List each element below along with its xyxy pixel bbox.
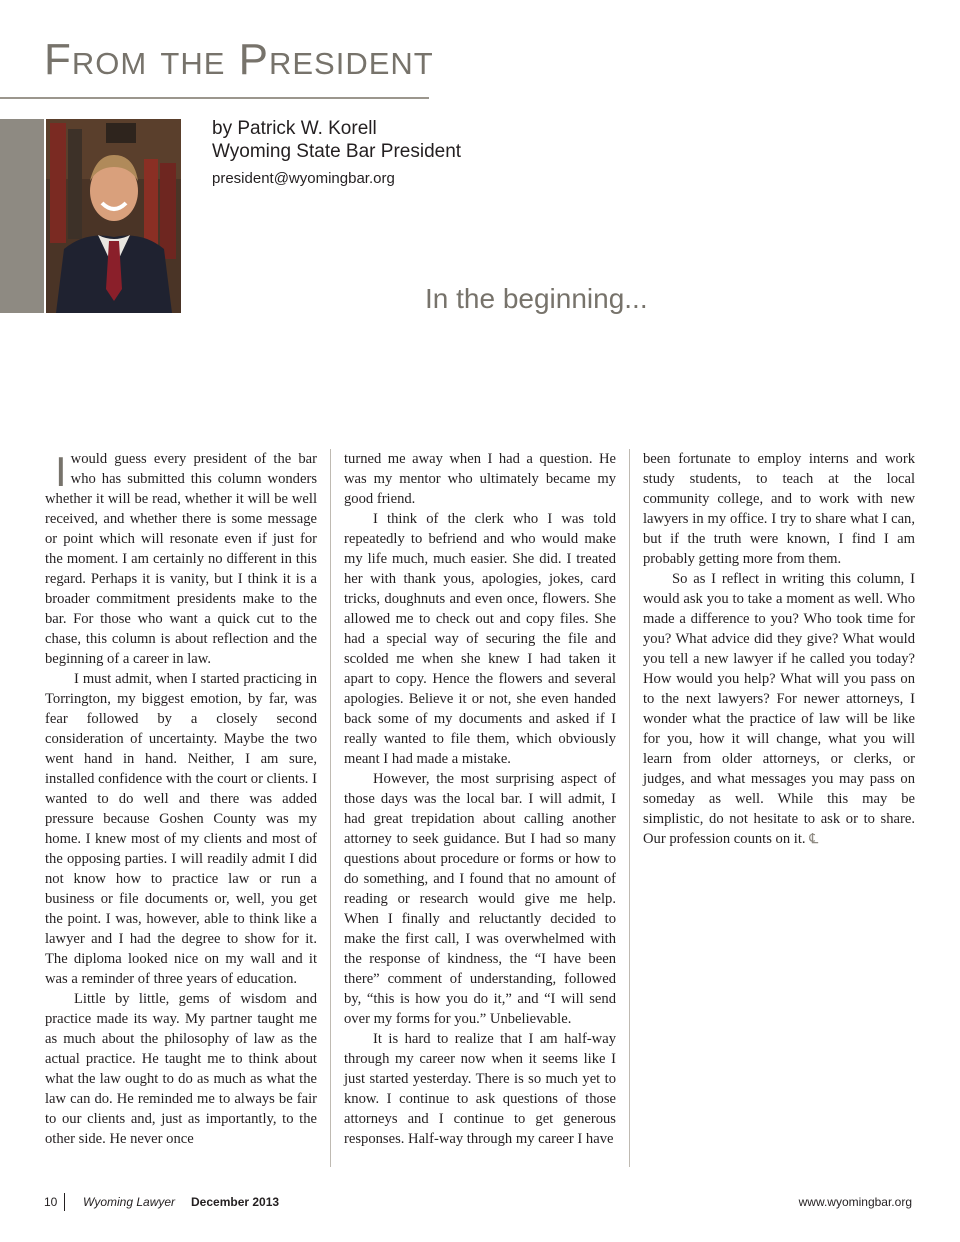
column-divider [330, 449, 331, 1167]
section-title: From the President [44, 35, 434, 84]
publication-name: Wyoming Lawyer [83, 1195, 176, 1209]
article-paragraph: turned me away when I had a question. He was my mentor who ultimately became my good friend. [344, 451, 616, 507]
end-of-article-icon: ℄ [809, 832, 819, 847]
website-link[interactable]: www.wyomingbar.org [798, 1195, 912, 1209]
article-paragraph: been fortunate to employ interns and work study students, to teach at the local community college, and to work with new lawyers in my office. I try to share what I can, but if the truth were known, I find I am probably getting more from them. [643, 451, 915, 567]
byline-author: by Patrick W. Korell [212, 118, 377, 139]
footer-divider [64, 1193, 65, 1211]
article-column-1 [45, 449, 317, 1149]
article-paragraph: So as I reflect in writing this column, I would ask you to take a moment as well. Who made a difference to you? Who took time for you? What advice did they give? What would you tell a new lawyer if he called you today? How would you help? What will you pass on to the next lawyers? For newer attorneys, I wonder what the practice of law will be like for you, how it will change, what you will learn from older attorneys, or clerks, or judges, and what messages you may pass on someday as well. While this may be simplistic, do not hesitate to ask or to share. Our profession counts on it. ℄ [643, 571, 915, 847]
author-portrait [46, 119, 181, 313]
article-paragraph: It is hard to realize that I am half-way through my career now when it seems like I just started yesterday. There is so much yet to know. I continue to ask questions of those attorneys and I continue to get generous responses. Half-way through my career I have [344, 1031, 616, 1147]
article-paragraph: However, the most surprising aspect of those days was the local bar. I will admit, I had great trepidation about calling another attorney to seek guidance. But I had so many questions about procedure or forms or how to do something, and I found that no amount of reading or research would give me help. When I finally and reluctantly decided to make the first call, I was overwhelmed with the response of kindness, the “I have been there” comment of understanding, followed by, “this is how you do it,” and “I will send over my forms for you.” Unbelievable. [344, 771, 616, 1027]
article-column-3 [643, 449, 915, 850]
decorative-band [0, 119, 44, 313]
article-paragraph: I must admit, when I started practicing in Torrington, my biggest emotion, by far, was fear followed by a closely second consideration of uncertainty. Maybe the two went hand in hand. Neither, I am sure, installed confidence with the court or clients. I wanted to do well and there was added pressure because Goshen County was my home. I knew most of my clients and most of the opposing parties. I will readily admit I did not know how to practice law or run a business or file documents or, well, you get the point. I was, however, able to think like a lawyer and I had the degree to show for it. The diploma looked nice on my wall and it was a reminder of three years of education. [45, 671, 317, 987]
article-paragraph: Little by little, gems of wisdom and practice made its way. My partner taught me as much about the philosophy of law as the actual practice. He taught me to think about what the law ought to do as much as what the law can do. He reminded me to always be fair to our clients and, just as importantly, to the other side. He never once [45, 991, 317, 1147]
article-paragraph: I think of the clerk who I was told repeatedly to befriend and who would make my life much, much easier. She did. I treated her with thank yous, apologies, jokes, card tricks, doughnuts and even once, flowers. She allowed me to check out and copy files. She had a special way of securing the file and scolded me when she knew I had taken it apart to copy. Hence the flowers and several apologies. Believe it or not, she even handed back some of my documents and asked if I really wanted to file them, which obviously meant I had made a mistake. [344, 511, 616, 767]
article-paragraph: I would guess every president of the bar who has submitted this column wonders whether it will be read, whether it will be well received, and whether there is some message or point which will resonate even if just for the moment. I am certainly no different in this regard. Perhaps it is vanity, but I think it is a broader commitment presidents make to the bar. For those who want a quick cut to the chase, this column is about reflection and the beginning of a career in law. [45, 448, 317, 667]
title-rule [0, 97, 429, 99]
byline-email-link[interactable]: president@wyomingbar.org [212, 170, 395, 187]
drop-cap: I [55, 448, 67, 495]
page-footer [44, 1193, 912, 1213]
article-headline: In the beginning... [425, 283, 648, 314]
page-number: 10 [44, 1195, 58, 1209]
issue-date: December 2013 [191, 1195, 280, 1209]
byline-role: Wyoming State Bar President [212, 141, 462, 162]
byline [212, 117, 461, 189]
article-column-2 [344, 449, 616, 1149]
column-divider [629, 449, 630, 1167]
